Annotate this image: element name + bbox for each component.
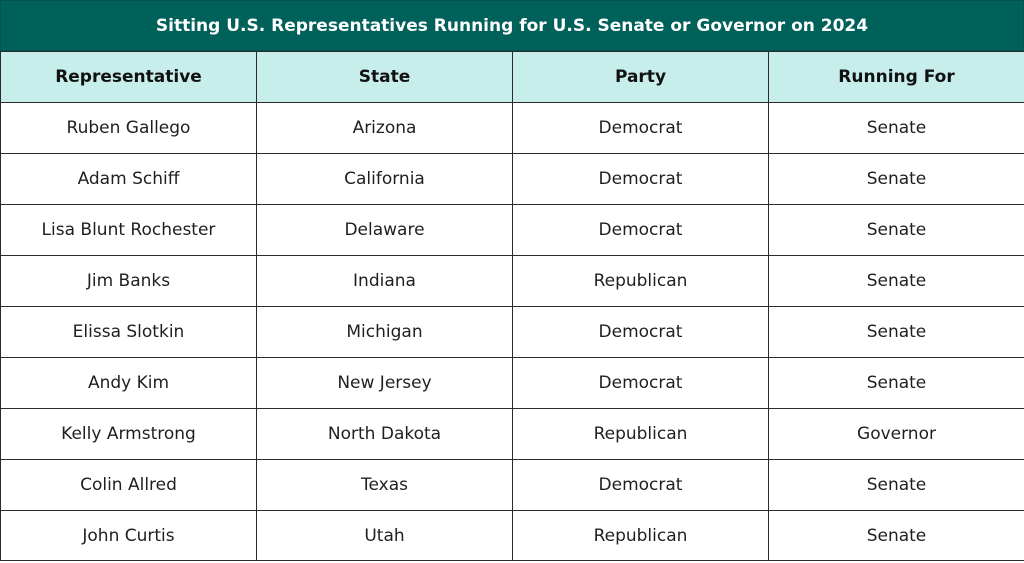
cell-party: Democrat xyxy=(513,154,769,205)
cell-running-for: Senate xyxy=(769,307,1024,358)
table-row xyxy=(1,307,1024,358)
cell-running-for: Senate xyxy=(769,460,1024,511)
cell-representative: Kelly Armstrong xyxy=(1,409,257,460)
cell-party: Republican xyxy=(513,511,769,561)
cell-representative: Lisa Blunt Rochester xyxy=(1,205,257,256)
cell-party: Democrat xyxy=(513,358,769,409)
cell-running-for: Senate xyxy=(769,103,1024,154)
cell-state: New Jersey xyxy=(257,358,513,409)
table-row xyxy=(1,358,1024,409)
cell-running-for: Senate xyxy=(769,256,1024,307)
cell-representative: Adam Schiff xyxy=(1,154,257,205)
table-row xyxy=(1,154,1024,205)
cell-state: Michigan xyxy=(257,307,513,358)
cell-state: Indiana xyxy=(257,256,513,307)
table-row xyxy=(1,511,1024,561)
cell-representative: John Curtis xyxy=(1,511,257,561)
cell-running-for: Senate xyxy=(769,511,1024,561)
cell-representative: Elissa Slotkin xyxy=(1,307,257,358)
table-row xyxy=(1,409,1024,460)
cell-representative: Jim Banks xyxy=(1,256,257,307)
cell-representative: Andy Kim xyxy=(1,358,257,409)
cell-running-for: Senate xyxy=(769,154,1024,205)
cell-state: Utah xyxy=(257,511,513,561)
representatives-table xyxy=(0,51,1024,561)
cell-state: California xyxy=(257,154,513,205)
table-row xyxy=(1,460,1024,511)
cell-party: Democrat xyxy=(513,103,769,154)
cell-running-for: Governor xyxy=(769,409,1024,460)
header-running-for: Running For xyxy=(769,52,1024,103)
cell-party: Democrat xyxy=(513,205,769,256)
cell-party: Republican xyxy=(513,256,769,307)
cell-representative: Colin Allred xyxy=(1,460,257,511)
table-row xyxy=(1,205,1024,256)
table-title: Sitting U.S. Representatives Running for U.S. Senate or Governor on 2024 xyxy=(0,0,1024,51)
table-row xyxy=(1,103,1024,154)
cell-party: Democrat xyxy=(513,460,769,511)
cell-running-for: Senate xyxy=(769,205,1024,256)
cell-running-for: Senate xyxy=(769,358,1024,409)
cell-party: Republican xyxy=(513,409,769,460)
cell-party: Democrat xyxy=(513,307,769,358)
cell-state: Delaware xyxy=(257,205,513,256)
cell-representative: Ruben Gallego xyxy=(1,103,257,154)
cell-state: Arizona xyxy=(257,103,513,154)
header-state: State xyxy=(257,52,513,103)
header-party: Party xyxy=(513,52,769,103)
cell-state: Texas xyxy=(257,460,513,511)
header-row xyxy=(1,52,1024,103)
cell-state: North Dakota xyxy=(257,409,513,460)
table-row xyxy=(1,256,1024,307)
header-representative: Representative xyxy=(1,52,257,103)
